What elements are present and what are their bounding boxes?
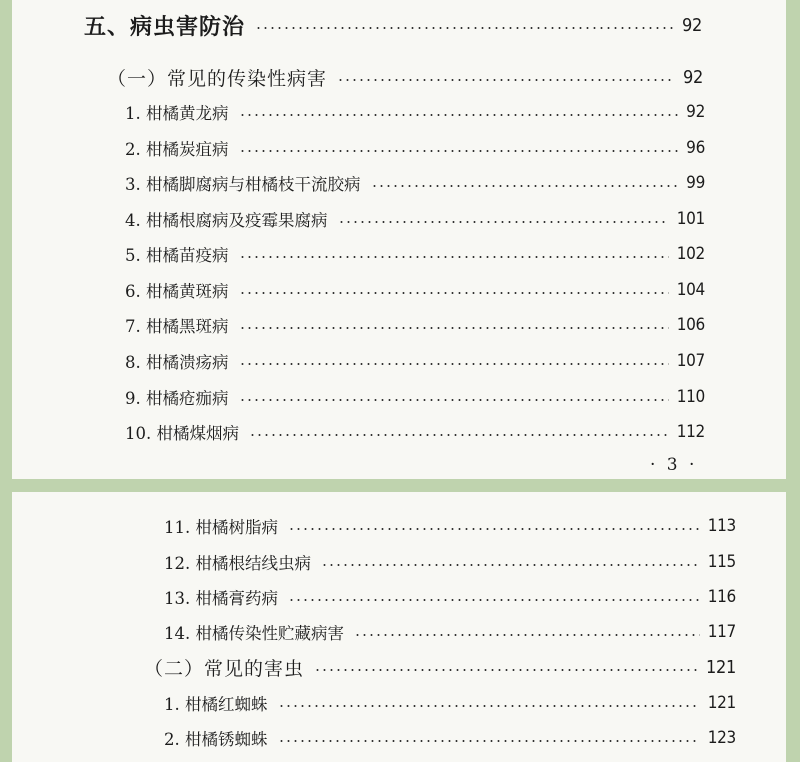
entry-title: 1. 柑橘黄龙病 xyxy=(125,104,229,123)
toc-entry-row xyxy=(125,417,705,447)
toc-page-top xyxy=(12,0,786,479)
toc-section-row xyxy=(144,652,736,682)
toc-entry-row xyxy=(125,133,705,163)
entry-page-number: 104 xyxy=(676,280,705,300)
entry-title: 1. 柑橘红蜘蛛 xyxy=(164,695,268,714)
dot-leader xyxy=(371,185,679,187)
dot-leader xyxy=(321,564,700,566)
entry-title: 5. 柑橘苗疫病 xyxy=(125,246,229,265)
dot-leader xyxy=(239,363,669,365)
dot-leader xyxy=(239,256,669,258)
entry-title: 8. 柑橘溃疡病 xyxy=(125,353,229,372)
section-page-number: 92 xyxy=(682,66,703,88)
entry-title: 7. 柑橘黑斑病 xyxy=(125,317,229,336)
dot-leader xyxy=(314,669,698,671)
entry-page-number: 121 xyxy=(707,693,736,713)
dot-leader xyxy=(354,634,700,636)
page-folio: · 3 · xyxy=(650,455,698,475)
entry-title: 13. 柑橘膏药病 xyxy=(164,589,278,608)
entry-title: 14. 柑橘传染性贮藏病害 xyxy=(164,624,344,643)
toc-entry-row xyxy=(125,239,705,269)
dot-leader xyxy=(337,79,675,81)
section-title: （一）常见的传染性病害 xyxy=(107,67,328,90)
toc-entry-row xyxy=(125,204,705,234)
entry-page-number: 110 xyxy=(676,387,705,407)
dot-leader xyxy=(239,399,669,401)
dot-leader xyxy=(288,599,700,601)
toc-section-row xyxy=(107,62,703,92)
dot-leader xyxy=(239,327,669,329)
toc-entry-row xyxy=(164,547,736,577)
entry-page-number: 112 xyxy=(676,422,705,442)
entry-title: 2. 柑橘炭疽病 xyxy=(125,140,229,159)
toc-page-bottom xyxy=(12,492,786,762)
entry-page-number: 116 xyxy=(707,587,736,607)
entry-title: 12. 柑橘根结线虫病 xyxy=(164,554,311,573)
dot-leader xyxy=(239,114,679,116)
toc-entry-row xyxy=(164,582,736,612)
entry-title: 11. 柑橘树脂病 xyxy=(164,518,278,537)
dot-leader xyxy=(249,434,669,436)
dot-leader xyxy=(239,150,679,152)
entry-title: 9. 柑橘疮痂病 xyxy=(125,389,229,408)
entry-page-number: 115 xyxy=(707,552,736,572)
entry-page-number: 117 xyxy=(707,622,736,642)
entry-page-number: 113 xyxy=(707,516,736,536)
dot-leader xyxy=(278,705,700,707)
entry-page-number: 102 xyxy=(676,244,705,264)
toc-entry-row xyxy=(125,382,705,412)
entry-page-number: 106 xyxy=(676,315,705,335)
dot-leader xyxy=(278,740,700,742)
chapter-page-number: 92 xyxy=(681,14,702,36)
toc-entry-row xyxy=(164,688,736,718)
entry-page-number: 96 xyxy=(686,138,705,158)
toc-chapter-row xyxy=(84,10,702,40)
toc-entry-row xyxy=(125,346,705,376)
entry-page-number: 123 xyxy=(707,728,736,748)
dot-leader xyxy=(288,528,700,530)
dot-leader xyxy=(239,292,669,294)
section-page-number: 121 xyxy=(705,656,736,678)
entry-title: 3. 柑橘脚腐病与柑橘枝干流胶病 xyxy=(125,175,361,194)
toc-entry-row xyxy=(125,97,705,127)
toc-entry-row xyxy=(164,723,736,753)
toc-entry-row xyxy=(125,168,705,198)
entry-title: 2. 柑橘锈蜘蛛 xyxy=(164,730,268,749)
entry-page-number: 107 xyxy=(676,351,705,371)
toc-entry-row xyxy=(164,511,736,541)
entry-page-number: 92 xyxy=(686,102,705,122)
chapter-title: 五、病虫害防治 xyxy=(84,14,246,40)
entry-page-number: 99 xyxy=(686,173,705,193)
section-title: （二）常见的害虫 xyxy=(144,657,305,680)
toc-entry-row xyxy=(125,275,705,305)
dot-leader xyxy=(338,221,669,223)
dot-leader xyxy=(255,27,674,29)
entry-title: 6. 柑橘黄斑病 xyxy=(125,282,229,301)
entry-title: 10. 柑橘煤烟病 xyxy=(125,424,239,443)
toc-entry-row xyxy=(164,617,736,647)
entry-page-number: 101 xyxy=(676,209,705,229)
toc-entry-row xyxy=(125,310,705,340)
entry-title: 4. 柑橘根腐病及疫霉果腐病 xyxy=(125,211,328,230)
